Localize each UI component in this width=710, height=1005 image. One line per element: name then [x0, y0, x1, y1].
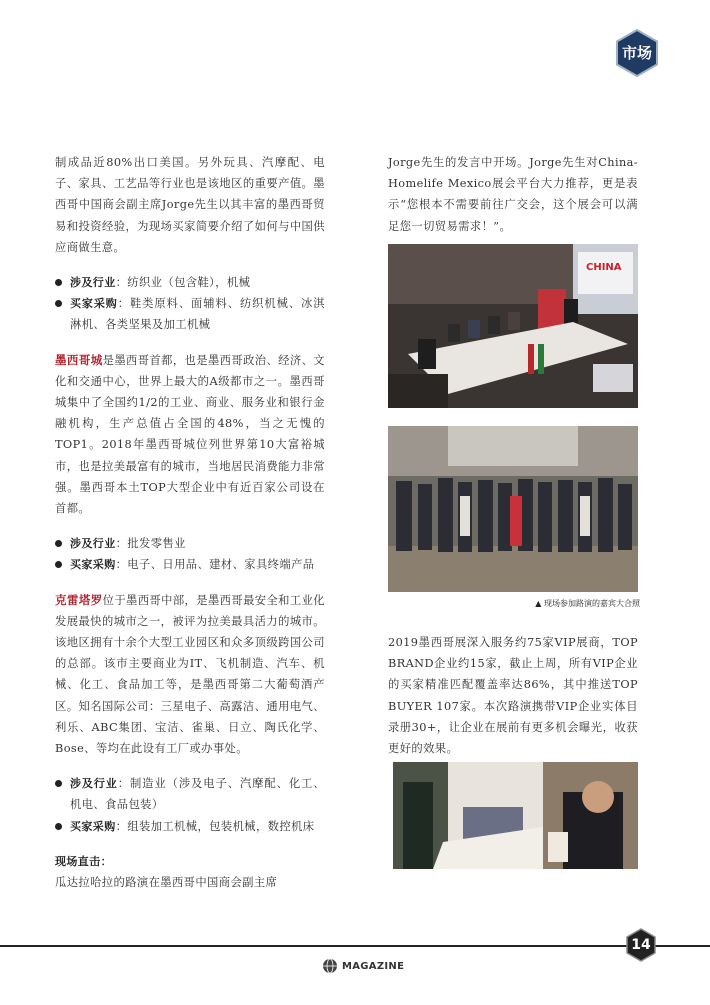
queretaro-paragraph: 克雷塔罗位于墨西哥中部，是墨西哥最安全和工业化发展最快的城市之一，被评为拉美最具活力的城市。该地区拥有十余个大型工业园区和众多顶级跨国公司的总部。该市主要商业为IT、飞机制造、汽车、机械、化工、食品加工等，是墨西哥第二大葡萄酒产区。知名国际公司：三星电子、高露洁、通用电气、利乐、ABC集团、宝洁、雀巢、日立、陶氏化学、Bose、等均在此设有工厂或办事处。 — [55, 592, 325, 756]
vip-paragraph: 2019墨西哥展深入服务约75家VIP展商，TOP BRAND企业约15家，截止上周，所有VIP企业的买家精准匹配覆盖率达86%，其中推送TOP BUYER 107家。本次路演携带VIP企业实体目录册30+，让企业在展前有更多机会曝光，收获更好的效果。 — [388, 636, 638, 756]
city-name-mexico-city: 墨西哥城 — [55, 352, 103, 367]
section-badge — [612, 28, 662, 78]
photo-business-meeting — [393, 762, 638, 869]
left-column — [55, 152, 325, 893]
bullet-icon — [55, 561, 62, 568]
bullet-icon — [55, 300, 62, 307]
photo-group — [388, 426, 638, 592]
page-number-badge — [624, 928, 658, 962]
bullet-purchase: 买家采购：鞋类原料、面辅料、纺织机械、冰淇淋机、各类坚果及加工机械 — [55, 293, 325, 335]
business-meeting-image — [393, 762, 638, 869]
bullet-purchase: 买家采购：电子、日用品、建材、家具终端产品 — [55, 554, 325, 575]
logo-text: MAGAZINE — [342, 960, 405, 972]
city-name-queretaro: 克雷塔罗 — [55, 592, 103, 607]
bullet-icon — [55, 780, 62, 787]
group-photo-image — [388, 426, 638, 592]
right-column-top — [388, 152, 638, 237]
bullet-industry: 涉及行业：批发零售业 — [55, 533, 325, 554]
intro-paragraph: 制成品近80%出口美国。另外玩具、汽摩配、电子、家具、工艺品等行业也是该地区的重要产值。墨西哥中国商会副主席Jorge先生以其丰富的墨西哥贸易和投资经验，为现场买家简要介绍了如何与中国供应商做生意。 — [55, 156, 325, 254]
right-column-bottom — [388, 632, 638, 759]
bullet-icon — [55, 279, 62, 286]
bullet-industry: 涉及行业：制造业（涉及电子、汽摩配、化工、机电、食品包装） — [55, 773, 325, 815]
bullet-icon — [55, 823, 62, 830]
page-number: 14 — [631, 937, 651, 953]
magazine-logo — [322, 956, 404, 976]
globe-icon — [322, 958, 338, 974]
live-heading: 现场直击： — [55, 854, 112, 868]
bullet-icon — [55, 540, 62, 547]
photo-caption: ▲ 现场参加路演的嘉宾大合照 — [535, 599, 640, 608]
meeting-photo-image — [388, 244, 638, 408]
mexico-city-paragraph: 墨西哥城是墨西哥首都，也是墨西哥政治、经济、文化和交通中心，世界上最大的A级都市之一。墨西哥城集中了全国约1/2的工业、商业、服务业和银行金融机构，生产总值占全国的48%，当之无愧的TOP1。2018年墨西哥城位列世界第10大富裕城市，也是拉美最富有的城市，当地居民消费能力非常强。墨西哥本土TOP大型企业中有近百家公司设在首都。 — [55, 352, 325, 516]
banner-sign: CHINA — [586, 262, 622, 273]
live-paragraph: 瓜达拉哈拉的路演在墨西哥中国商会副主席 — [55, 876, 278, 890]
section-badge-label: 市场 — [621, 44, 652, 62]
bullet-purchase: 买家采购：组装加工机械，包装机械，数控机床 — [55, 816, 325, 837]
footer-rule — [0, 945, 710, 947]
photo-meeting — [388, 244, 638, 408]
jorge-paragraph: Jorge先生的发言中开场。Jorge先生对China-Homelife Mexico展会平台大力推荐，更是表示“您根本不需要前往广交会，这个展会可以满足您一切贸易需求！”。 — [388, 156, 638, 233]
bullet-industry: 涉及行业：纺织业（包含鞋），机械 — [55, 272, 325, 293]
